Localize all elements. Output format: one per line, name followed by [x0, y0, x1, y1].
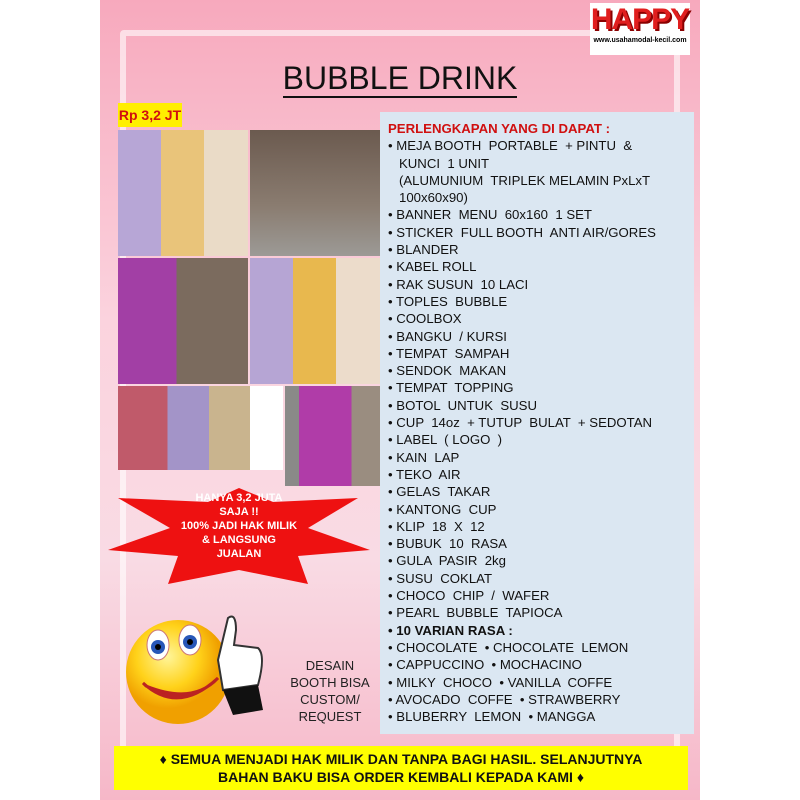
- logo-brand: HAPPY: [590, 3, 690, 36]
- varian-item: • CHOCOLATE • CHOCOLATE LEMON: [388, 639, 629, 655]
- equipment-items: [388, 137, 686, 621]
- equipment-heading: PERLENGKAPAN YANG DI DAPAT :: [388, 121, 611, 136]
- promo-line: JUALAN: [216, 548, 262, 560]
- varian-item: • BLUBERRY LEMON • MANGGA: [388, 709, 596, 725]
- equipment-item: • RAK SUSUN 10 LACI: [388, 276, 529, 292]
- equipment-item: • BUBUK 10 RASA: [388, 536, 507, 552]
- equipment-item: • TEMPAT SAMPAH: [388, 345, 510, 361]
- promo-line: 100% JADI HAK MILIK: [180, 520, 298, 532]
- page-title: [100, 60, 700, 97]
- promo-line: SAJA !!: [219, 506, 259, 518]
- equipment-item: • GULA PASIR 2kg: [388, 553, 506, 569]
- happy-logo: [590, 3, 690, 55]
- footer-banner: [114, 746, 688, 790]
- promo-text: [108, 491, 370, 561]
- varian-item: • MILKY CHOCO • VANILLA COFFE: [388, 674, 613, 690]
- desain-line: CUSTOM/: [300, 692, 360, 707]
- promo-line: & LANGSUNG: [202, 534, 276, 546]
- logo-url: www.usahamodal-kecil.com: [593, 37, 687, 44]
- footer-line-2: BAHAN BAKU BISA ORDER KEMBALI KEPADA KAMI ♦: [218, 769, 584, 785]
- footer-line-1: ♦ SEMUA MENJADI HAK MILIK DAN TANPA BAGI HASIL. SELANJUTNYA: [159, 751, 643, 767]
- equipment-item: • BLANDER: [388, 242, 459, 258]
- equipment-list-panel: [380, 112, 694, 734]
- desain-line: DESAIN: [305, 658, 355, 673]
- equipment-item: 100x60x90): [388, 190, 468, 206]
- equipment-item: • KABEL ROLL: [388, 259, 477, 275]
- equipment-item: • KANTONG CUP: [388, 501, 497, 517]
- equipment-item: (ALUMUNIUM TRIPLEK MELAMIN PxLxT: [388, 172, 651, 188]
- equipment-item: • CHOCO CHIP / WAFER: [388, 588, 550, 604]
- equipment-item: • BANNER MENU 60x160 1 SET: [388, 207, 592, 223]
- varian-list: [388, 639, 686, 725]
- photo-drinks-closeup: [250, 258, 380, 384]
- equipment-item: • CUP 14oz + TUTUP BULAT + SEDOTAN: [388, 415, 653, 431]
- equipment-item: • KLIP 18 X 12: [388, 518, 485, 534]
- equipment-item: • GELAS TAKAR: [388, 484, 491, 500]
- equipment-item: • TEKO AIR: [388, 466, 461, 482]
- photo-products: [118, 386, 283, 470]
- varian-heading: • 10 VARIAN RASA :: [388, 622, 513, 638]
- equipment-item: • KAIN LAP: [388, 449, 460, 465]
- equipment-item: • BOTOL UNTUK SUSU: [388, 397, 537, 413]
- equipment-item: • PEARL BUBBLE TAPIOCA: [388, 605, 563, 621]
- desain-line: BOOTH BISA: [290, 675, 370, 690]
- photo-drinks-cups: [118, 130, 248, 256]
- photo-booth-people: [250, 130, 380, 256]
- equipment-item: • STICKER FULL BOOTH ANTI AIR/GORES: [388, 224, 656, 240]
- desain-note: [282, 657, 378, 725]
- desain-line: REQUEST: [298, 709, 362, 724]
- equipment-item: • COOLBOX: [388, 311, 462, 327]
- photo-booth-purple: [118, 258, 248, 384]
- equipment-item: • TOPLES BUBBLE: [388, 293, 508, 309]
- varian-item: • AVOCADO COFFE • STRAWBERRY: [388, 691, 621, 707]
- equipment-item: • SENDOK MAKAN: [388, 363, 507, 379]
- price-badge: Rp 3,2 JT: [118, 103, 182, 127]
- equipment-item: KUNCI 1 UNIT: [388, 155, 490, 171]
- promo-starburst: [108, 488, 370, 588]
- varian-item: • CAPPUCCINO • MOCHACINO: [388, 657, 582, 673]
- photo-booth-side: [285, 386, 380, 486]
- thumbs-up-smiley-icon: [118, 590, 268, 730]
- promo-line: HANYA 3,2 JUTA: [195, 492, 283, 504]
- equipment-item: • LABEL ( LOGO ): [388, 432, 503, 448]
- equipment-item: • BANGKU / KURSI: [388, 328, 507, 344]
- equipment-item: • SUSU COKLAT: [388, 570, 493, 586]
- equipment-item: • MEJA BOOTH PORTABLE + PINTU &: [388, 138, 633, 154]
- equipment-item: • TEMPAT TOPPING: [388, 380, 514, 396]
- flyer: [100, 0, 700, 800]
- title-text: BUBBLE DRINK: [282, 60, 518, 96]
